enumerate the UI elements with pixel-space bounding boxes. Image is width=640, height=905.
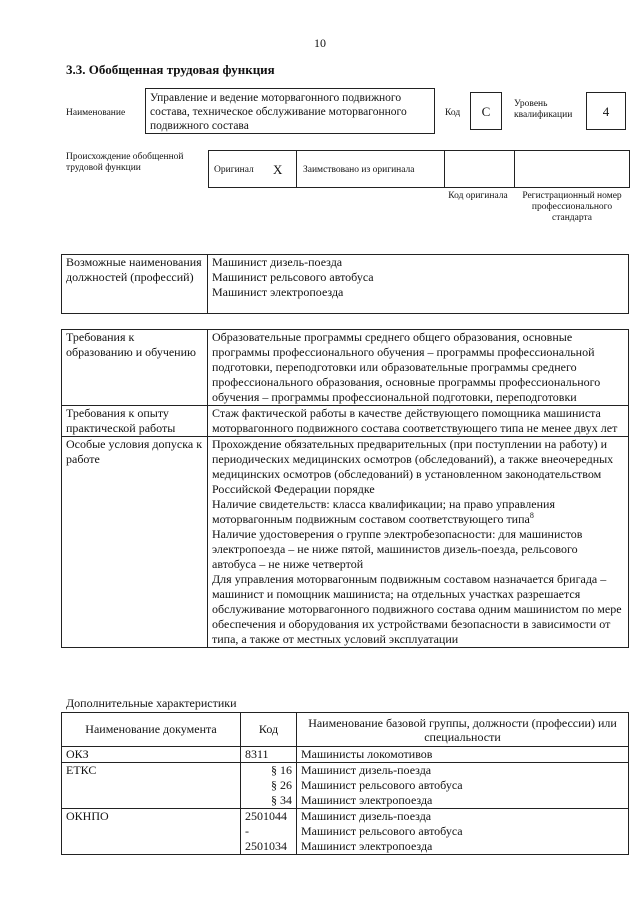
origin-box (208, 150, 630, 188)
name-label: Наименование (66, 108, 126, 118)
level-value: 4 (586, 92, 626, 130)
page-number: 10 (314, 36, 326, 50)
code-label: Код (445, 108, 461, 118)
positions-list (208, 255, 629, 314)
paragraph: Наличие удостоверения о группе электробезопасности: для машинистов электропоезда – не ниже пятой, машинистов дизель-поезда, рельсового автобуса – не ниже четвертой (212, 527, 583, 571)
code-caption: Код оригинала (448, 191, 508, 201)
original-label: Оригинал (214, 165, 254, 175)
divider (296, 151, 297, 187)
footnote-ref: 8 (529, 511, 534, 520)
code-cell: 8311 (241, 747, 297, 763)
reg-caption: Регистрационный номер профессионального стандарта (522, 191, 622, 223)
section-title: 3.3. Обобщенная трудовая функция (66, 62, 275, 77)
requirements-table (61, 329, 629, 648)
level-label: Уровень квалификации (514, 99, 573, 120)
doc-cell: ЕТКС (62, 763, 241, 809)
education-label: Требования к образованию и обучению (62, 330, 208, 406)
list-item: Машинист дизель-поезда (212, 255, 343, 269)
name-cell: Машинист дизель-поезда Машинист рельсового автобуса Машинист электропоезда (297, 763, 629, 809)
name-cell: Машинист дизель-поезда Машинист рельсового автобуса Машинист электропоезда (297, 809, 629, 855)
name-cell: Машинисты локомотивов (297, 747, 629, 763)
admission-text (208, 437, 629, 648)
additional-table (61, 712, 629, 855)
admission-label: Особые условия допуска к работе (62, 437, 208, 648)
origin-label: Происхождение обобщенной трудовой функции (66, 152, 184, 173)
list-item: Машинист рельсового автобуса (212, 270, 374, 284)
experience-text: Стаж фактической работы в качестве действующего помощника машиниста моторвагонного подвижного состава соответствующего типа не менее двух лет (208, 406, 629, 437)
col-header-doc: Наименование документа (62, 713, 241, 747)
positions-table (61, 254, 629, 314)
col-header-name: Наименование базовой группы, должности (профессии) или специальности (297, 713, 629, 747)
divider (514, 151, 515, 187)
positions-label: Возможные наименования должностей (профессий) (62, 255, 208, 314)
experience-label: Требования к опыту практической работы (62, 406, 208, 437)
doc-cell: ОКЗ (62, 747, 241, 763)
borrowed-label: Заимствовано из оригинала (303, 165, 415, 175)
table-row (62, 747, 629, 763)
list-item: Машинист электропоезда (212, 285, 344, 299)
paragraph: Наличие свидетельств: класса квалификации; на право управления моторвагонным подвижным составом соответствующего типа$^8$ (212, 497, 555, 526)
doc-cell: ОКНПО (62, 809, 241, 855)
paragraph: Прохождение обязательных предварительных (при поступлении на работу) и периодических медицинских осмотров (обследований), а также внеочередных медицинских осмотров (обследований) в установленном законодательством Российской Федерации порядке (212, 437, 614, 496)
additional-title: Дополнительные характеристики (66, 696, 237, 710)
education-text: Образовательные программы среднего общего образования, основные программы профессионального обучения – программы профессиональной подготовки, переподготовки или образовательные программы среднего профессионального образования, основные программы профессионального обучения – программы профессиональной подготовки, переподготовки (208, 330, 629, 406)
original-mark: X (273, 162, 283, 177)
code-cell: 2501044 - 2501034 (241, 809, 297, 855)
table-row (62, 809, 629, 855)
table-row (62, 763, 629, 809)
col-header-code: Код (241, 713, 297, 747)
paragraph: Для управления моторвагонным подвижным составом назначается бригада – машинист и помощник машиниста; на отдельных участках разрешается обслуживание моторвагонного подвижного состава одним машинистом по мере обеспечения и оборудования их устройствами безопасности в зависимости от типа, а также от местных условий эксплуатации (212, 572, 622, 646)
name-value: Управление и ведение моторвагонного подвижного состава, техническое обслуживание моторвагонного подвижного состава (145, 88, 435, 134)
code-value: С (470, 92, 502, 130)
code-cell: § 16 § 26 § 34 (241, 763, 297, 809)
divider (444, 151, 445, 187)
